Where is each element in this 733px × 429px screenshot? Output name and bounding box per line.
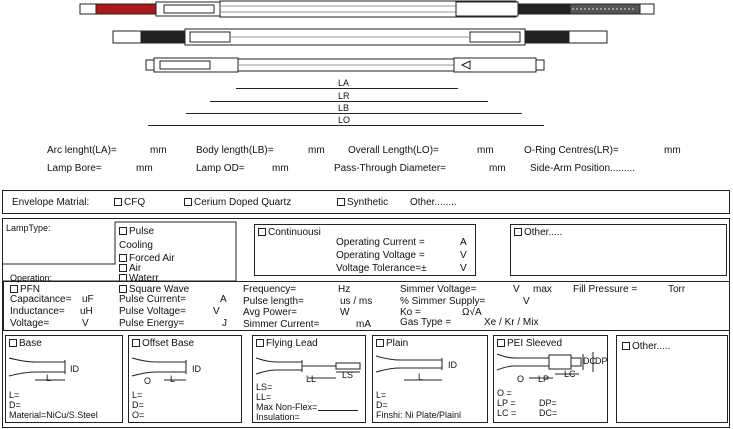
pulse-current-unit: A	[220, 294, 227, 305]
checkbox-icon[interactable]	[10, 285, 18, 293]
checkbox-icon[interactable]	[119, 264, 127, 272]
simmer-voltage-max: max	[533, 284, 552, 295]
checkbox-icon[interactable]	[258, 228, 266, 236]
base-terminal-drawing	[5, 352, 125, 392]
fill-pressure-label: Fill Pressure =	[573, 284, 638, 295]
checkbox-icon[interactable]	[119, 254, 127, 262]
fill-pressure-unit: Torr	[668, 284, 686, 295]
pfn-option[interactable]: PFN	[10, 284, 40, 295]
body-length-label: Body length(LB)=	[196, 145, 274, 156]
envelope-option-other: Other........	[410, 197, 457, 208]
pei-lc: LC	[564, 369, 576, 379]
pei-dc: DC	[583, 356, 596, 366]
pei-lp: LP	[538, 374, 550, 384]
air-option[interactable]: Air	[119, 263, 141, 274]
flying-lead-max-nonflex: Max Non-Flex=	[256, 402, 318, 412]
offset-base-l-eq: L=	[132, 390, 143, 400]
plain-terminal-drawing	[372, 352, 482, 392]
pct-simmer-supply-label: % Simmer Supply=	[400, 296, 486, 307]
offset-base-option[interactable]: Offset Base	[132, 338, 194, 349]
square-wave-option[interactable]: Square Wave	[119, 284, 189, 295]
ko-label: Ko =	[400, 307, 421, 318]
operating-current-unit: A	[460, 237, 467, 248]
avg-power-unit: W	[340, 307, 350, 318]
plain-d-eq: D=	[376, 400, 388, 410]
simmer-voltage-label: Simmer Voltage=	[400, 284, 477, 295]
flying-lead-ll: LL	[306, 374, 317, 384]
inductance-unit: uH	[80, 306, 93, 317]
water-option[interactable]: Waterr	[119, 273, 159, 284]
offset-base-o: O	[144, 376, 152, 386]
base-material: Material=NiCu/S.Steel	[9, 410, 98, 420]
offset-base-id: ID	[192, 364, 201, 374]
plain-l: L	[418, 372, 424, 382]
voltage-tolerance-label: Voltage Tolerance=±	[336, 263, 427, 274]
pass-through-label: Pass-Through Diameter=	[334, 163, 446, 174]
label-lo: LO	[338, 115, 351, 125]
flying-lead-ls-eq: LS=	[256, 382, 273, 392]
capacitance-label: Capacitance=	[10, 294, 72, 305]
flying-lead-ls: LS	[342, 370, 354, 380]
pei-sleeved-option[interactable]: PEI Sleeved	[497, 338, 562, 349]
envelope-option-cerium[interactable]: Cerium Doped Quartz	[184, 197, 291, 208]
pei-lc-eq: LC =	[497, 408, 517, 418]
lamp-bore-unit: mm	[136, 163, 153, 174]
checkbox-icon[interactable]	[256, 339, 264, 347]
side-arm-label: Side-Arm Position.........	[530, 163, 636, 174]
operating-voltage-unit: V	[460, 250, 467, 261]
offset-base-d-eq: D=	[132, 400, 144, 410]
envelope-label: Envelope Matrial:	[12, 197, 90, 208]
lamptype-label: LampType:	[6, 223, 51, 233]
voltage-tolerance-unit: V	[460, 263, 467, 274]
pulse-current-label: Pulse Current=	[119, 294, 186, 305]
pulse-voltage-unit: V	[213, 306, 220, 317]
checkbox-icon[interactable]	[622, 342, 630, 350]
frequency-unit: Hz	[338, 284, 351, 295]
body-length-unit: mm	[308, 145, 325, 156]
forced-air-option[interactable]: Forced Air	[119, 253, 175, 264]
pei-lp-eq: LP =	[497, 398, 516, 408]
operating-voltage-label: Operating Voltage =	[336, 250, 425, 261]
arc-length-label: Arc lenght(LA)=	[47, 145, 117, 156]
gas-type-options: Xe / Kr / Mix	[484, 317, 539, 328]
checkbox-icon[interactable]	[376, 339, 384, 347]
pei-o-eq: O =	[497, 388, 512, 398]
oring-centres-unit: mm	[664, 145, 681, 156]
plain-id: ID	[448, 360, 457, 370]
flying-lead-insulation: Insulation=	[256, 412, 300, 422]
label-lr: LR	[338, 91, 350, 101]
voltage-label: Voltage=	[10, 318, 50, 329]
avg-power-label: Avg Power=	[243, 307, 298, 318]
capacitance-unit: uF	[82, 294, 94, 305]
lamp-bore-label: Lamp Bore=	[47, 163, 102, 174]
offset-base-o-eq: O=	[132, 410, 145, 420]
terminal-other-option[interactable]: Other.....	[622, 341, 670, 352]
arc-length-unit: mm	[150, 145, 167, 156]
base-l-eq: L=	[9, 390, 20, 400]
pulse-option[interactable]: Pulse	[119, 226, 154, 237]
plain-l-eq: L=	[376, 390, 387, 400]
base-d-eq: D=	[9, 400, 21, 410]
base-l: L	[46, 373, 52, 383]
overall-length-unit: mm	[477, 145, 494, 156]
pei-o: O	[517, 374, 525, 384]
flying-lead-ll-eq: LL=	[256, 392, 272, 402]
pulse-voltage-label: Pulse Voltage=	[119, 306, 186, 317]
frequency-label: Frequency=	[243, 284, 297, 295]
simmer-voltage-unit: V	[513, 284, 520, 295]
pei-dp: DP	[595, 356, 608, 366]
base-id: ID	[70, 364, 79, 374]
lamp-od-label: Lamp OD=	[196, 163, 245, 174]
offset-base-terminal-drawing	[128, 352, 238, 392]
lamp-od-unit: mm	[272, 163, 289, 174]
envelope-option-cfq[interactable]: CFQ	[114, 197, 145, 208]
flying-lead-option[interactable]: Flying Lead	[256, 338, 318, 349]
pulse-energy-unit: J	[222, 318, 227, 329]
ko-unit: Ω√A	[462, 307, 482, 318]
continuous-option[interactable]: Continuousi	[258, 227, 321, 238]
pass-through-unit: mm	[489, 163, 506, 174]
checkbox-icon[interactable]	[9, 339, 17, 347]
checkbox-icon[interactable]	[119, 227, 127, 235]
base-option[interactable]: Base	[9, 338, 42, 349]
lamptype-other-option[interactable]: Other.....	[514, 227, 562, 238]
label-la: LA	[338, 78, 350, 88]
overall-length-label: Overall Length(LO)=	[348, 145, 439, 156]
label-lb: LB	[338, 103, 350, 113]
checkbox-icon[interactable]	[132, 339, 140, 347]
simmer-current-unit: mA	[356, 319, 371, 330]
max-nonflex-line	[318, 410, 358, 411]
pct-simmer-supply-unit: V	[523, 296, 530, 307]
voltage-unit: V	[82, 318, 89, 329]
gas-type-label: Gas Type =	[400, 317, 452, 328]
checkbox-icon[interactable]	[497, 339, 505, 347]
simmer-current-label: Simmer Current=	[243, 319, 320, 330]
pulse-energy-label: Pulse Energy=	[119, 318, 185, 329]
pei-dp-eq: DP=	[539, 398, 557, 408]
operation-label: Operation:	[10, 273, 53, 283]
cooling-label: Cooling	[119, 240, 153, 251]
offset-base-l: L	[170, 374, 176, 384]
pulse-length-unit: us / ms	[340, 296, 373, 307]
inductance-label: Inductance=	[10, 306, 65, 317]
pulse-length-label: Pulse length=	[243, 296, 304, 307]
oring-centres-label: O-Ring Centres(LR)=	[524, 145, 619, 156]
plain-option[interactable]: Plain	[376, 338, 408, 349]
plain-finish: Finshi: Ni Plate/Plainl	[376, 410, 462, 420]
operating-current-label: Operating Current =	[336, 237, 425, 248]
envelope-option-synthetic[interactable]: Synthetic	[337, 197, 388, 208]
checkbox-icon[interactable]	[514, 228, 522, 236]
pei-dc-eq: DC=	[539, 408, 558, 418]
